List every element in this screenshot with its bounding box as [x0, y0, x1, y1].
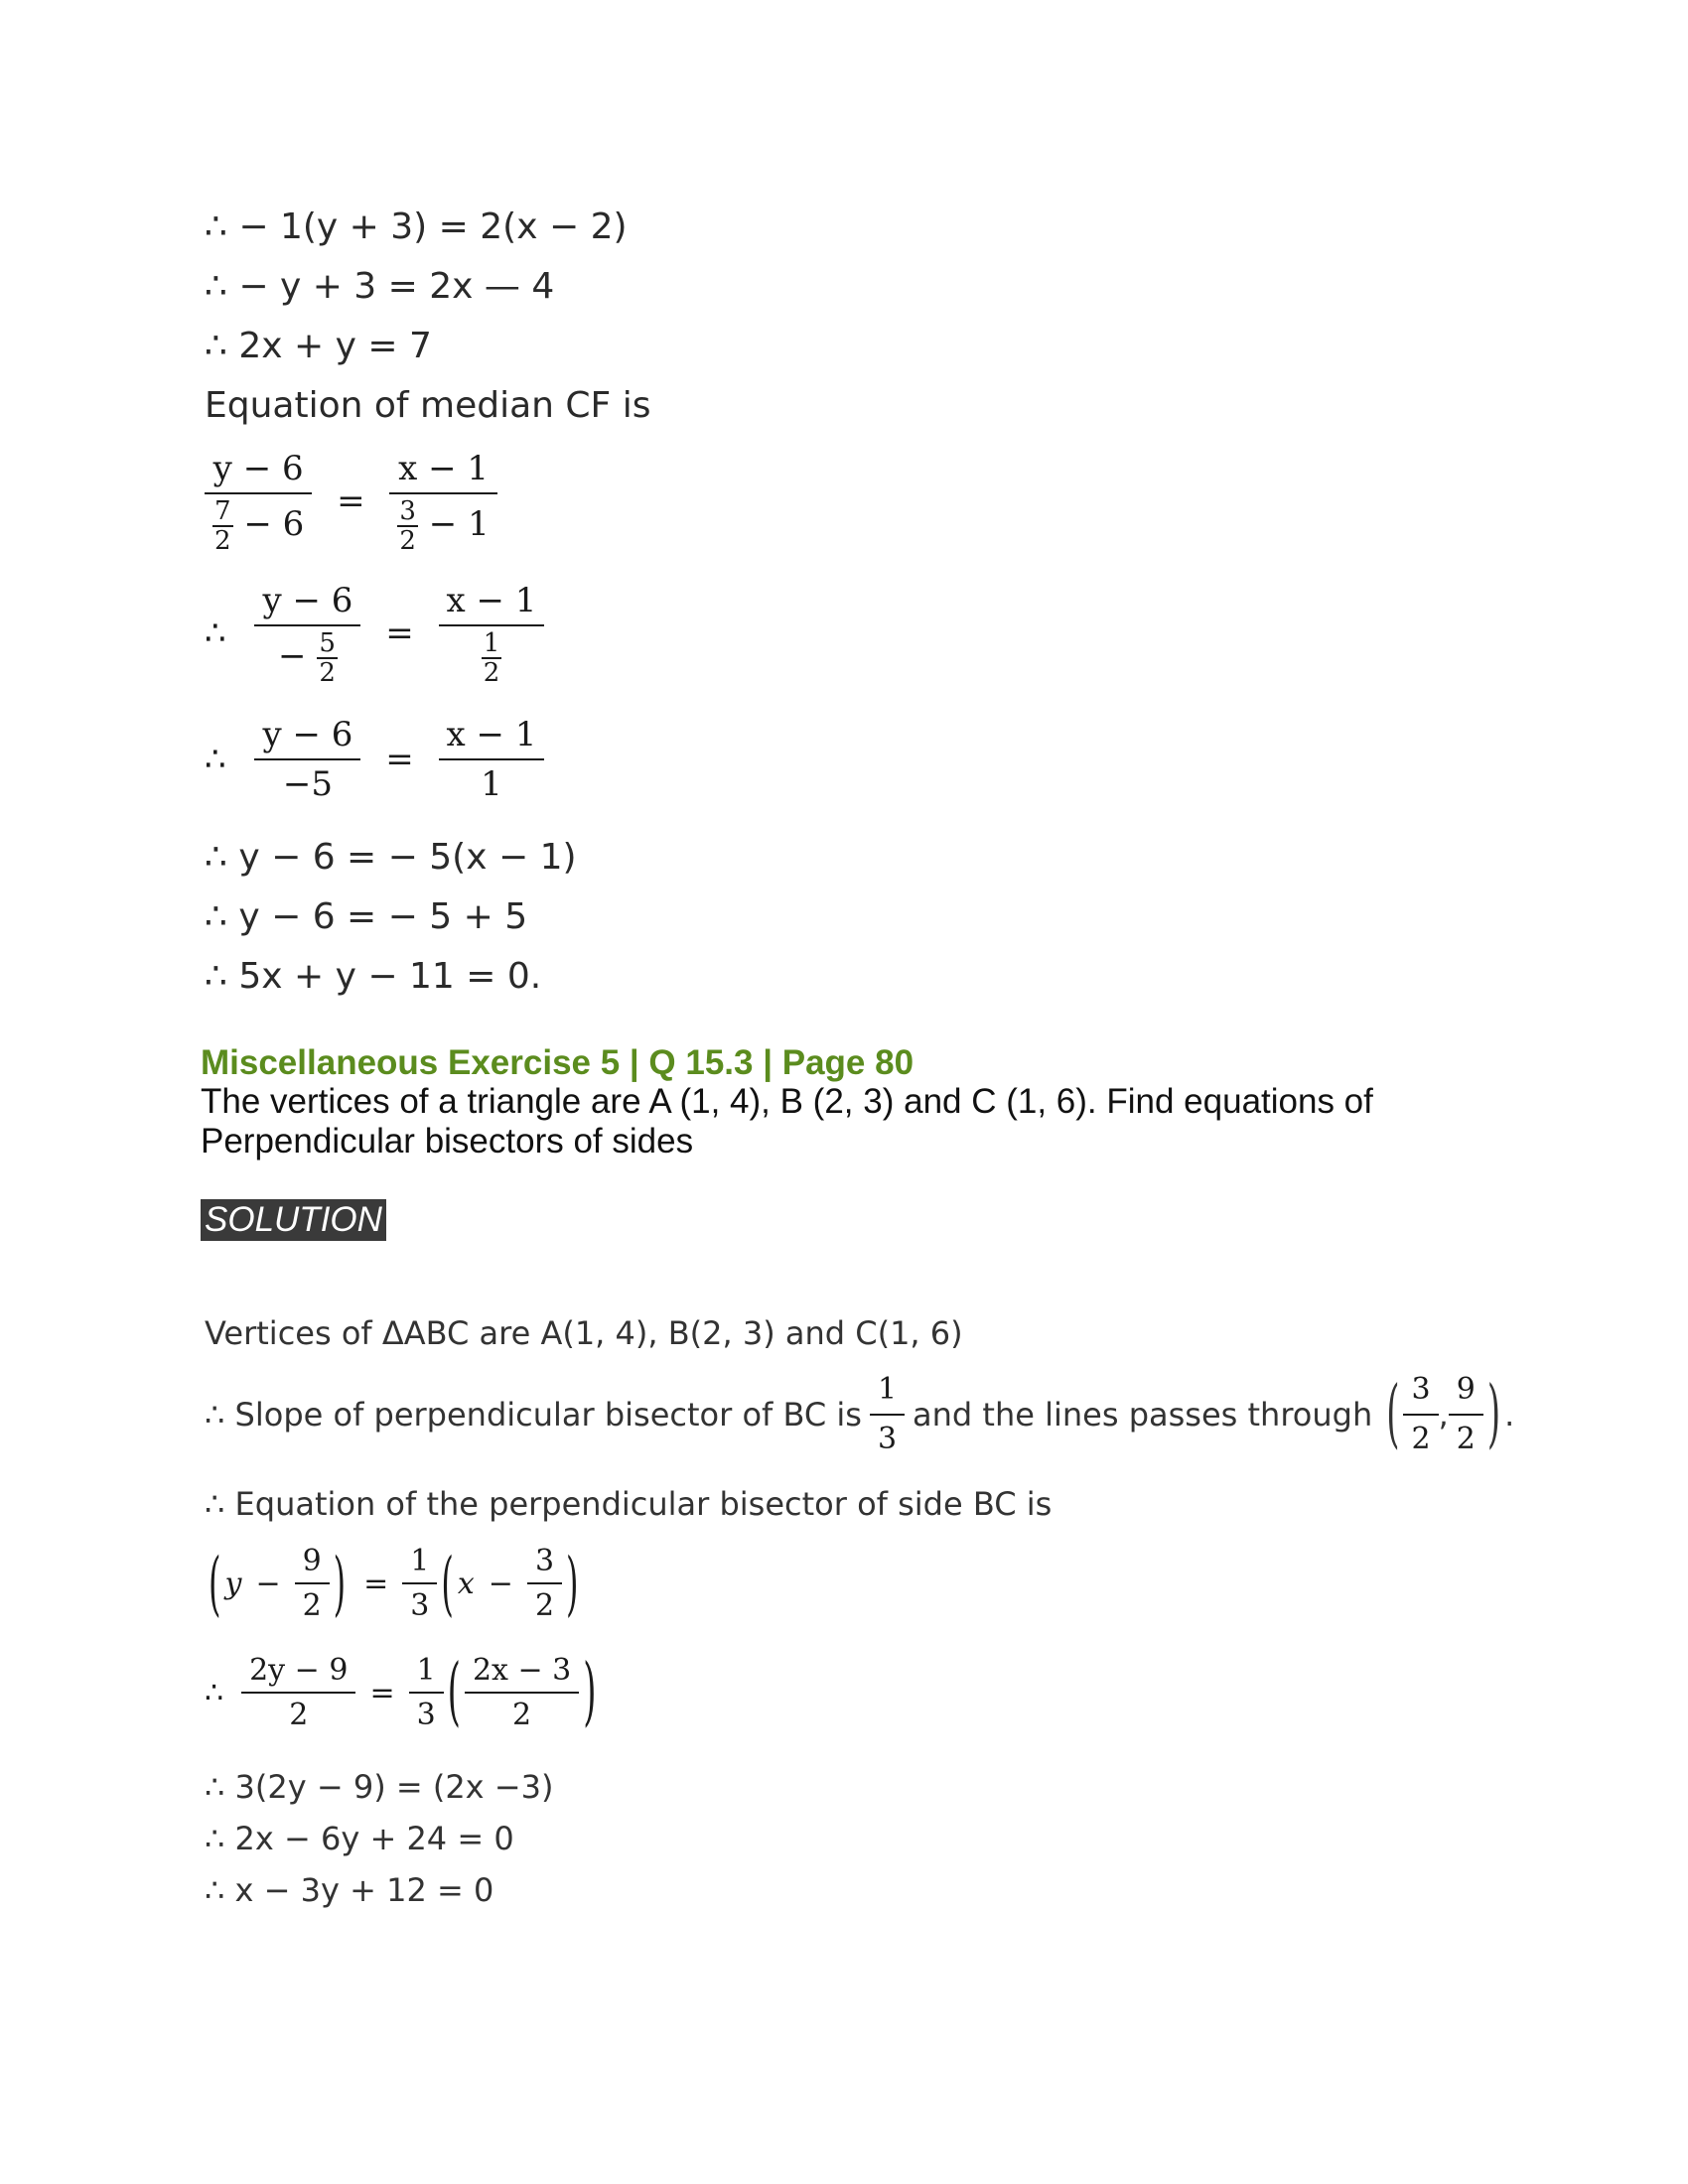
bisector-equation-2 [205, 1649, 601, 1736]
median-equation-2 [205, 581, 544, 686]
numerator: x − 1 [439, 581, 545, 626]
left-paren: ( [447, 1649, 461, 1736]
numerator: 1 [409, 1653, 444, 1694]
passes-through-text: and the lines passes through [913, 1396, 1373, 1433]
small-denominator: 2 [319, 658, 336, 688]
small-denominator: 2 [483, 658, 500, 688]
fraction-rhs [465, 1653, 579, 1732]
denominator: 2 [302, 1588, 322, 1623]
small-numerator: 3 [399, 496, 416, 526]
small-denominator: 2 [214, 526, 231, 556]
denominator: 2 [534, 1588, 555, 1623]
denominator: 2 [512, 1698, 532, 1732]
solution-line-1: Vertices of ΔABC are A(1, 4), B(2, 3) and C(1, 6) [205, 1314, 963, 1352]
denominator: 2 [289, 1698, 309, 1732]
small-numerator: 5 [319, 628, 336, 658]
denominator: 3 [877, 1422, 898, 1456]
denominator-rest: − 1 [428, 504, 490, 544]
fraction-lhs [241, 1653, 355, 1732]
y-variable: y [224, 1566, 242, 1601]
solution-line-5: ∴ 2x − 6y + 24 = 0 [205, 1820, 514, 1857]
numerator: 3 [527, 1544, 562, 1584]
therefore-symbol: ∴ [205, 1675, 224, 1710]
x-variable: x [457, 1566, 475, 1601]
therefore-symbol: ∴ [205, 740, 226, 779]
numerator: 1 [870, 1370, 905, 1416]
denominator [254, 626, 360, 686]
numerator: x − 1 [389, 449, 496, 494]
fraction-a [295, 1544, 330, 1623]
denominator: 3 [416, 1698, 436, 1732]
point-x-fraction [1403, 1370, 1438, 1459]
numerator: y − 6 [254, 581, 360, 626]
median-equation-3 [205, 715, 544, 804]
fraction-lhs [205, 449, 312, 554]
fraction-rhs [439, 581, 545, 686]
fraction-b [527, 1544, 562, 1623]
period: . [1504, 1396, 1515, 1433]
numerator: 3 [1403, 1370, 1438, 1416]
right-paren: ) [566, 1542, 579, 1625]
equals-sign: = [363, 1566, 389, 1601]
numerator: x − 1 [439, 715, 545, 760]
solution-line-6: ∴ x − 3y + 12 = 0 [205, 1871, 494, 1909]
median-cf-label: Equation of median CF is [205, 385, 651, 426]
minus-sign: − [488, 1566, 513, 1601]
denominator: −5 [282, 764, 333, 804]
solution-line-2 [205, 1371, 1515, 1458]
bisector-equation-1 [205, 1544, 583, 1623]
question-heading: Miscellaneous Exercise 5 | Q 15.3 | Page 80 [201, 1043, 914, 1082]
small-numerator: 7 [214, 496, 231, 526]
right-paren: ) [583, 1649, 597, 1736]
minus-sign: − [278, 636, 307, 676]
numerator: 1 [402, 1544, 437, 1584]
step-line-4: ∴ y − 6 = − 5(x − 1) [205, 837, 577, 878]
equals-sign: = [369, 1675, 395, 1710]
right-paren: ) [1486, 1371, 1501, 1458]
denominator [439, 626, 545, 686]
solution-label: SOLUTION [201, 1199, 386, 1241]
solution-line-4: ∴ 3(2y − 9) = (2x −3) [205, 1768, 554, 1806]
denominator: 1 [481, 764, 502, 804]
step-line-2: ∴ − y + 3 = 2x — 4 [205, 266, 555, 307]
equals-sign: = [337, 481, 365, 521]
fraction-rhs [389, 449, 496, 554]
minus-sign: − [255, 1566, 281, 1601]
fraction-rhs [439, 715, 545, 804]
denominator: 2 [1456, 1422, 1476, 1456]
numerator: 9 [1449, 1370, 1483, 1416]
numerator: y − 6 [254, 715, 360, 760]
question-text: The vertices of a triangle are A (1, 4), B (2, 3) and C (1, 6). Find equations of Perpendicular bisectors of sides [201, 1082, 1373, 1160]
small-numerator: 1 [483, 628, 500, 658]
therefore-symbol: ∴ [205, 614, 226, 653]
denominator [205, 494, 312, 554]
denominator: 2 [1411, 1422, 1431, 1456]
fraction-lhs [254, 581, 360, 686]
fraction-k [409, 1653, 444, 1732]
denominator: 3 [410, 1588, 430, 1623]
left-paren: ( [209, 1542, 221, 1625]
left-paren: ( [1386, 1371, 1400, 1458]
small-denominator: 2 [399, 526, 416, 556]
step-line-5: ∴ y − 6 = − 5 + 5 [205, 896, 528, 937]
point-y-fraction [1449, 1370, 1483, 1459]
step-line-6: ∴ 5x + y − 11 = 0. [205, 956, 542, 997]
numerator: 2y − 9 [241, 1653, 355, 1694]
fraction-k [402, 1544, 437, 1623]
denominator [389, 494, 496, 554]
slope-text: ∴ Slope of perpendicular bisector of BC is [205, 1396, 862, 1433]
step-line-3: ∴ 2x + y = 7 [205, 326, 432, 366]
median-equation-1 [205, 449, 497, 554]
left-paren: ( [441, 1542, 454, 1625]
solution-line-3: ∴ Equation of the perpendicular bisector of side BC is [205, 1485, 1053, 1523]
step-line-1: ∴ − 1(y + 3) = 2(x − 2) [205, 206, 628, 247]
slope-fraction [870, 1370, 905, 1459]
numerator: 9 [295, 1544, 330, 1584]
right-paren: ) [333, 1542, 347, 1625]
denominator-rest: − 6 [243, 504, 305, 544]
equals-sign: = [385, 740, 414, 779]
numerator: y − 6 [205, 449, 312, 494]
numerator: 2x − 3 [465, 1653, 579, 1694]
equals-sign: = [385, 614, 414, 653]
comma: , [1438, 1396, 1449, 1433]
fraction-lhs [254, 715, 360, 804]
